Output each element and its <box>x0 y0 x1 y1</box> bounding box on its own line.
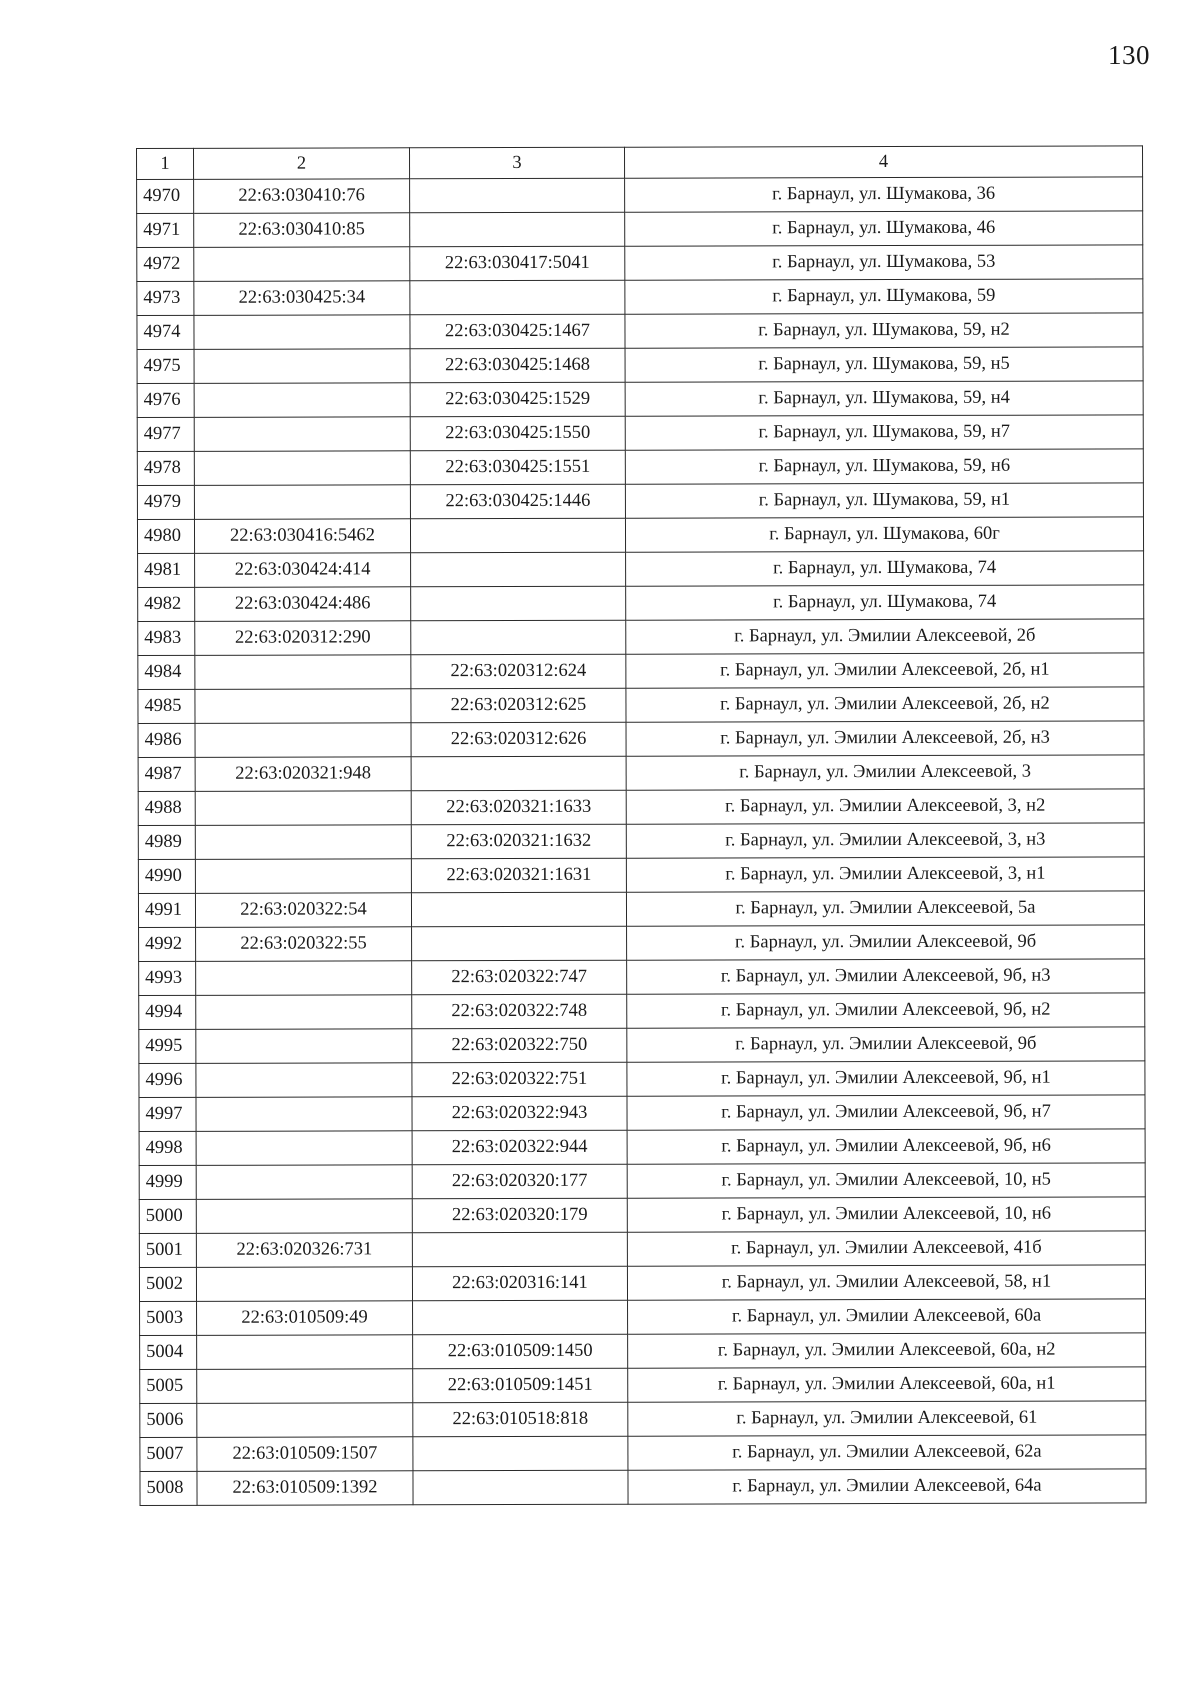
row-number-cell: 4972 <box>137 247 194 281</box>
cadastral-number-col2-cell <box>194 247 410 282</box>
address-cell: г. Барнаул, ул. Эмилии Алексеевой, 61 <box>628 1401 1146 1436</box>
table-row <box>138 891 1144 928</box>
cadastral-number-col3-cell <box>410 212 625 247</box>
cadastral-number-col2-cell: 22:63:030416:5462 <box>194 519 410 554</box>
table-row <box>138 551 1144 588</box>
address-cell: г. Барнаул, ул. Эмилии Алексеевой, 62а <box>628 1435 1146 1470</box>
cadastral-number-col2-cell <box>196 995 412 1030</box>
cadastral-number-col3-cell: 22:63:020321:1633 <box>411 790 626 825</box>
table-row <box>137 211 1143 248</box>
row-number-cell: 4973 <box>137 281 194 315</box>
address-cell: г. Барнаул, ул. Эмилии Алексеевой, 9б <box>627 925 1145 960</box>
cadastral-number-col3-cell: 22:63:030425:1468 <box>410 348 625 383</box>
address-cell: г. Барнаул, ул. Эмилии Алексеевой, 9б, н1 <box>627 1061 1145 1096</box>
page-number: 130 <box>1108 40 1150 70</box>
row-number-cell: 5001 <box>139 1233 196 1267</box>
row-number-cell: 5007 <box>140 1437 197 1471</box>
cadastral-number-col3-cell: 22:63:030425:1529 <box>410 382 625 417</box>
cadastral-number-col3-cell: 22:63:020321:1631 <box>411 858 626 893</box>
address-cell: г. Барнаул, ул. Эмилии Алексеевой, 10, н5 <box>627 1163 1145 1198</box>
row-number-cell: 4971 <box>137 213 194 247</box>
cadastral-number-col3-cell: 22:63:030417:5041 <box>410 246 625 281</box>
cadastral-number-col2-cell <box>194 315 410 350</box>
cadastral-number-col2-cell <box>194 485 410 520</box>
cadastral-number-col2-cell: 22:63:030410:85 <box>194 213 410 248</box>
address-cell: г. Барнаул, ул. Эмилии Алексеевой, 60а, н1 <box>628 1367 1146 1402</box>
cadastral-number-col3-cell: 22:63:020322:748 <box>412 994 627 1029</box>
table-row <box>139 1129 1145 1166</box>
address-cell: г. Барнаул, ул. Шумакова, 59, н1 <box>625 483 1143 518</box>
row-number-cell: 4970 <box>137 179 194 213</box>
row-number-cell: 4975 <box>137 349 194 383</box>
table-row <box>137 177 1143 214</box>
table-row <box>139 993 1145 1030</box>
cadastral-number-col2-cell: 22:63:030425:34 <box>194 281 410 316</box>
table-row <box>138 789 1144 826</box>
cadastral-number-col3-cell <box>413 1470 628 1505</box>
address-cell: г. Барнаул, ул. Шумакова, 59, н5 <box>625 347 1143 382</box>
address-cell: г. Барнаул, ул. Эмилии Алексеевой, 2б, н1 <box>626 653 1144 688</box>
table-row <box>139 1265 1145 1302</box>
table-row <box>139 959 1145 996</box>
cadastral-number-col3-cell <box>410 518 625 553</box>
cadastral-number-col2-cell <box>194 383 410 418</box>
row-number-cell: 4992 <box>139 927 196 961</box>
row-number-cell: 4997 <box>139 1097 196 1131</box>
column-header-4: 4 <box>624 146 1142 178</box>
address-cell: г. Барнаул, ул. Эмилии Алексеевой, 2б, н2 <box>626 687 1144 722</box>
row-number-cell: 5003 <box>140 1301 197 1335</box>
table-row <box>139 925 1145 962</box>
address-cell: г. Барнаул, ул. Шумакова, 46 <box>625 211 1143 246</box>
table-row <box>137 483 1143 520</box>
table-row <box>138 653 1144 690</box>
address-cell: г. Барнаул, ул. Эмилии Алексеевой, 9б <box>627 1027 1145 1062</box>
cadastral-number-col3-cell: 22:63:020322:747 <box>412 960 627 995</box>
cadastral-number-col3-cell <box>411 552 626 587</box>
cadastral-number-col3-cell <box>411 756 626 791</box>
table-header-row <box>137 146 1143 180</box>
row-number-cell: 5008 <box>140 1471 197 1505</box>
row-number-cell: 4979 <box>137 485 194 519</box>
address-cell: г. Барнаул, ул. Шумакова, 74 <box>626 585 1144 620</box>
row-number-cell: 4981 <box>138 553 195 587</box>
cadastral-number-col2-cell <box>196 961 412 996</box>
table-row <box>137 347 1143 384</box>
address-cell: г. Барнаул, ул. Эмилии Алексеевой, 60а, н2 <box>628 1333 1146 1368</box>
cadastral-number-col3-cell: 22:63:030425:1446 <box>410 484 625 519</box>
cadastral-number-col2-cell <box>196 1199 412 1234</box>
cadastral-number-col3-cell <box>413 1436 628 1471</box>
cadastral-number-col3-cell <box>411 586 626 621</box>
row-number-cell: 5000 <box>139 1199 196 1233</box>
cadastral-number-col3-cell: 22:63:020312:625 <box>411 688 626 723</box>
address-cell: г. Барнаул, ул. Эмилии Алексеевой, 2б <box>626 619 1144 654</box>
address-cell: г. Барнаул, ул. Эмилии Алексеевой, 41б <box>627 1231 1145 1266</box>
cadastral-number-col2-cell <box>195 655 411 690</box>
row-number-cell: 4980 <box>137 519 194 553</box>
table-row <box>138 823 1144 860</box>
row-number-cell: 4986 <box>138 723 195 757</box>
row-number-cell: 5006 <box>140 1403 197 1437</box>
table-row <box>140 1469 1146 1506</box>
registry-table <box>136 145 1147 1506</box>
cadastral-number-col2-cell <box>196 1029 412 1064</box>
cadastral-number-col2-cell <box>197 1369 413 1404</box>
row-number-cell: 4999 <box>139 1165 196 1199</box>
table-row <box>140 1367 1146 1404</box>
cadastral-number-col2-cell <box>195 825 411 860</box>
cadastral-number-col3-cell: 22:63:010518:818 <box>413 1402 628 1437</box>
table-row <box>139 1231 1145 1268</box>
address-cell: г. Барнаул, ул. Эмилии Алексеевой, 9б, н7 <box>627 1095 1145 1130</box>
row-number-cell: 4976 <box>137 383 194 417</box>
cadastral-number-col2-cell: 22:63:020312:290 <box>195 621 411 656</box>
table-row <box>137 517 1143 554</box>
table-body <box>137 177 1146 1506</box>
row-number-cell: 4983 <box>138 621 195 655</box>
cadastral-number-col2-cell: 22:63:010509:1392 <box>197 1471 413 1506</box>
cadastral-number-col2-cell: 22:63:010509:1507 <box>197 1437 413 1472</box>
address-cell: г. Барнаул, ул. Шумакова, 59, н6 <box>625 449 1143 484</box>
row-number-cell: 4984 <box>138 655 195 689</box>
table-row <box>138 585 1144 622</box>
address-cell: г. Барнаул, ул. Эмилии Алексеевой, 64а <box>628 1469 1146 1504</box>
table-row <box>137 279 1143 316</box>
table-row <box>139 1027 1145 1064</box>
row-number-cell: 4978 <box>137 451 194 485</box>
row-number-cell: 4994 <box>139 995 196 1029</box>
address-cell: г. Барнаул, ул. Шумакова, 59, н4 <box>625 381 1143 416</box>
row-number-cell: 4989 <box>138 825 195 859</box>
address-cell: г. Барнаул, ул. Шумакова, 36 <box>625 177 1143 212</box>
table-row <box>138 857 1144 894</box>
cadastral-number-col3-cell <box>411 620 626 655</box>
cadastral-number-col2-cell <box>196 1063 412 1098</box>
table-row <box>138 755 1144 792</box>
cadastral-number-col3-cell <box>410 178 625 213</box>
row-number-cell: 4987 <box>138 757 195 791</box>
row-number-cell: 4988 <box>138 791 195 825</box>
table-row <box>137 449 1143 486</box>
cadastral-number-col2-cell: 22:63:020322:54 <box>195 893 411 928</box>
cadastral-number-col3-cell: 22:63:020321:1632 <box>411 824 626 859</box>
cadastral-number-col2-cell <box>195 859 411 894</box>
cadastral-number-col2-cell <box>195 689 411 724</box>
address-cell: г. Барнаул, ул. Эмилии Алексеевой, 9б, н6 <box>627 1129 1145 1164</box>
address-cell: г. Барнаул, ул. Эмилии Алексеевой, 3 <box>626 755 1144 790</box>
address-cell: г. Барнаул, ул. Эмилии Алексеевой, 2б, н3 <box>626 721 1144 756</box>
row-number-cell: 4996 <box>139 1063 196 1097</box>
cadastral-number-col3-cell: 22:63:020320:177 <box>412 1164 627 1199</box>
cadastral-number-col2-cell: 22:63:020322:55 <box>196 927 412 962</box>
cadastral-number-col3-cell <box>412 926 627 961</box>
row-number-cell: 5002 <box>139 1267 196 1301</box>
table-row <box>137 245 1143 282</box>
cadastral-number-col2-cell <box>194 451 410 486</box>
cadastral-number-col2-cell: 22:63:030424:486 <box>195 587 411 622</box>
cadastral-number-col2-cell: 22:63:010509:49 <box>197 1301 413 1336</box>
column-header-3: 3 <box>410 147 625 179</box>
address-cell: г. Барнаул, ул. Эмилии Алексеевой, 5а <box>626 891 1144 926</box>
table-row <box>137 381 1143 418</box>
cadastral-number-col2-cell: 22:63:020321:948 <box>195 757 411 792</box>
table-row <box>139 1095 1145 1132</box>
address-cell: г. Барнаул, ул. Эмилии Алексеевой, 3, н2 <box>626 789 1144 824</box>
address-cell: г. Барнаул, ул. Шумакова, 60г <box>625 517 1143 552</box>
address-cell: г. Барнаул, ул. Эмилии Алексеевой, 3, н1 <box>626 857 1144 892</box>
column-header-1: 1 <box>137 148 194 179</box>
row-number-cell: 4993 <box>139 961 196 995</box>
row-number-cell: 4998 <box>139 1131 196 1165</box>
cadastral-number-col2-cell: 22:63:030424:414 <box>195 553 411 588</box>
cadastral-number-col3-cell <box>413 1300 628 1335</box>
cadastral-number-col2-cell <box>195 791 411 826</box>
address-cell: г. Барнаул, ул. Шумакова, 59, н2 <box>625 313 1143 348</box>
cadastral-number-col2-cell <box>197 1335 413 1370</box>
cadastral-number-col3-cell: 22:63:030425:1550 <box>410 416 625 451</box>
cadastral-number-col2-cell <box>196 1131 412 1166</box>
address-cell: г. Барнаул, ул. Эмилии Алексеевой, 10, н6 <box>627 1197 1145 1232</box>
cadastral-number-col3-cell: 22:63:030425:1551 <box>410 450 625 485</box>
table-row <box>139 1061 1145 1098</box>
cadastral-number-col3-cell: 22:63:010509:1451 <box>413 1368 628 1403</box>
cadastral-number-col2-cell <box>196 1097 412 1132</box>
address-cell: г. Барнаул, ул. Шумакова, 59 <box>625 279 1143 314</box>
cadastral-number-col3-cell <box>411 892 626 927</box>
cadastral-number-col2-cell: 22:63:020326:731 <box>196 1233 412 1268</box>
cadastral-number-col2-cell <box>195 723 411 758</box>
cadastral-number-col3-cell: 22:63:020322:750 <box>412 1028 627 1063</box>
row-number-cell: 4982 <box>138 587 195 621</box>
address-cell: г. Барнаул, ул. Эмилии Алексеевой, 3, н3 <box>626 823 1144 858</box>
table-row <box>137 313 1143 350</box>
table-row <box>138 619 1144 656</box>
address-cell: г. Барнаул, ул. Эмилии Алексеевой, 58, н1 <box>627 1265 1145 1300</box>
row-number-cell: 4990 <box>138 859 195 893</box>
cadastral-number-col3-cell <box>410 280 625 315</box>
table-row <box>140 1401 1146 1438</box>
table-row <box>138 721 1144 758</box>
cadastral-number-col3-cell: 22:63:020322:943 <box>412 1096 627 1131</box>
address-cell: г. Барнаул, ул. Шумакова, 59, н7 <box>625 415 1143 450</box>
row-number-cell: 4974 <box>137 315 194 349</box>
row-number-cell: 5005 <box>140 1369 197 1403</box>
table-row <box>137 415 1143 452</box>
address-cell: г. Барнаул, ул. Шумакова, 53 <box>625 245 1143 280</box>
table-row <box>138 687 1144 724</box>
row-number-cell: 4991 <box>138 893 195 927</box>
cadastral-number-col3-cell <box>412 1232 627 1267</box>
cadastral-number-col2-cell <box>194 417 410 452</box>
cadastral-number-col3-cell: 22:63:010509:1450 <box>413 1334 628 1369</box>
table-row <box>140 1435 1146 1472</box>
row-number-cell: 4977 <box>137 417 194 451</box>
cadastral-number-col3-cell: 22:63:030425:1467 <box>410 314 625 349</box>
table-row <box>140 1333 1146 1370</box>
row-number-cell: 4985 <box>138 689 195 723</box>
cadastral-number-col3-cell: 22:63:020316:141 <box>412 1266 627 1301</box>
cadastral-number-col3-cell: 22:63:020312:624 <box>411 654 626 689</box>
cadastral-number-col2-cell <box>196 1165 412 1200</box>
address-cell: г. Барнаул, ул. Эмилии Алексеевой, 9б, н2 <box>627 993 1145 1028</box>
cadastral-number-col2-cell <box>197 1403 413 1438</box>
table-row <box>139 1197 1145 1234</box>
table-row <box>139 1163 1145 1200</box>
row-number-cell: 5004 <box>140 1335 197 1369</box>
cadastral-number-col2-cell <box>196 1267 412 1302</box>
row-number-cell: 4995 <box>139 1029 196 1063</box>
cadastral-number-col3-cell: 22:63:020322:751 <box>412 1062 627 1097</box>
table-row <box>140 1299 1146 1336</box>
cadastral-number-col2-cell: 22:63:030410:76 <box>194 179 410 214</box>
column-header-2: 2 <box>194 148 410 180</box>
cadastral-number-col3-cell: 22:63:020312:626 <box>411 722 626 757</box>
address-cell: г. Барнаул, ул. Шумакова, 74 <box>626 551 1144 586</box>
cadastral-number-col3-cell: 22:63:020322:944 <box>412 1130 627 1165</box>
cadastral-number-col2-cell <box>194 349 410 384</box>
address-cell: г. Барнаул, ул. Эмилии Алексеевой, 9б, н3 <box>627 959 1145 994</box>
cadastral-number-col3-cell: 22:63:020320:179 <box>412 1198 627 1233</box>
address-cell: г. Барнаул, ул. Эмилии Алексеевой, 60а <box>628 1299 1146 1334</box>
